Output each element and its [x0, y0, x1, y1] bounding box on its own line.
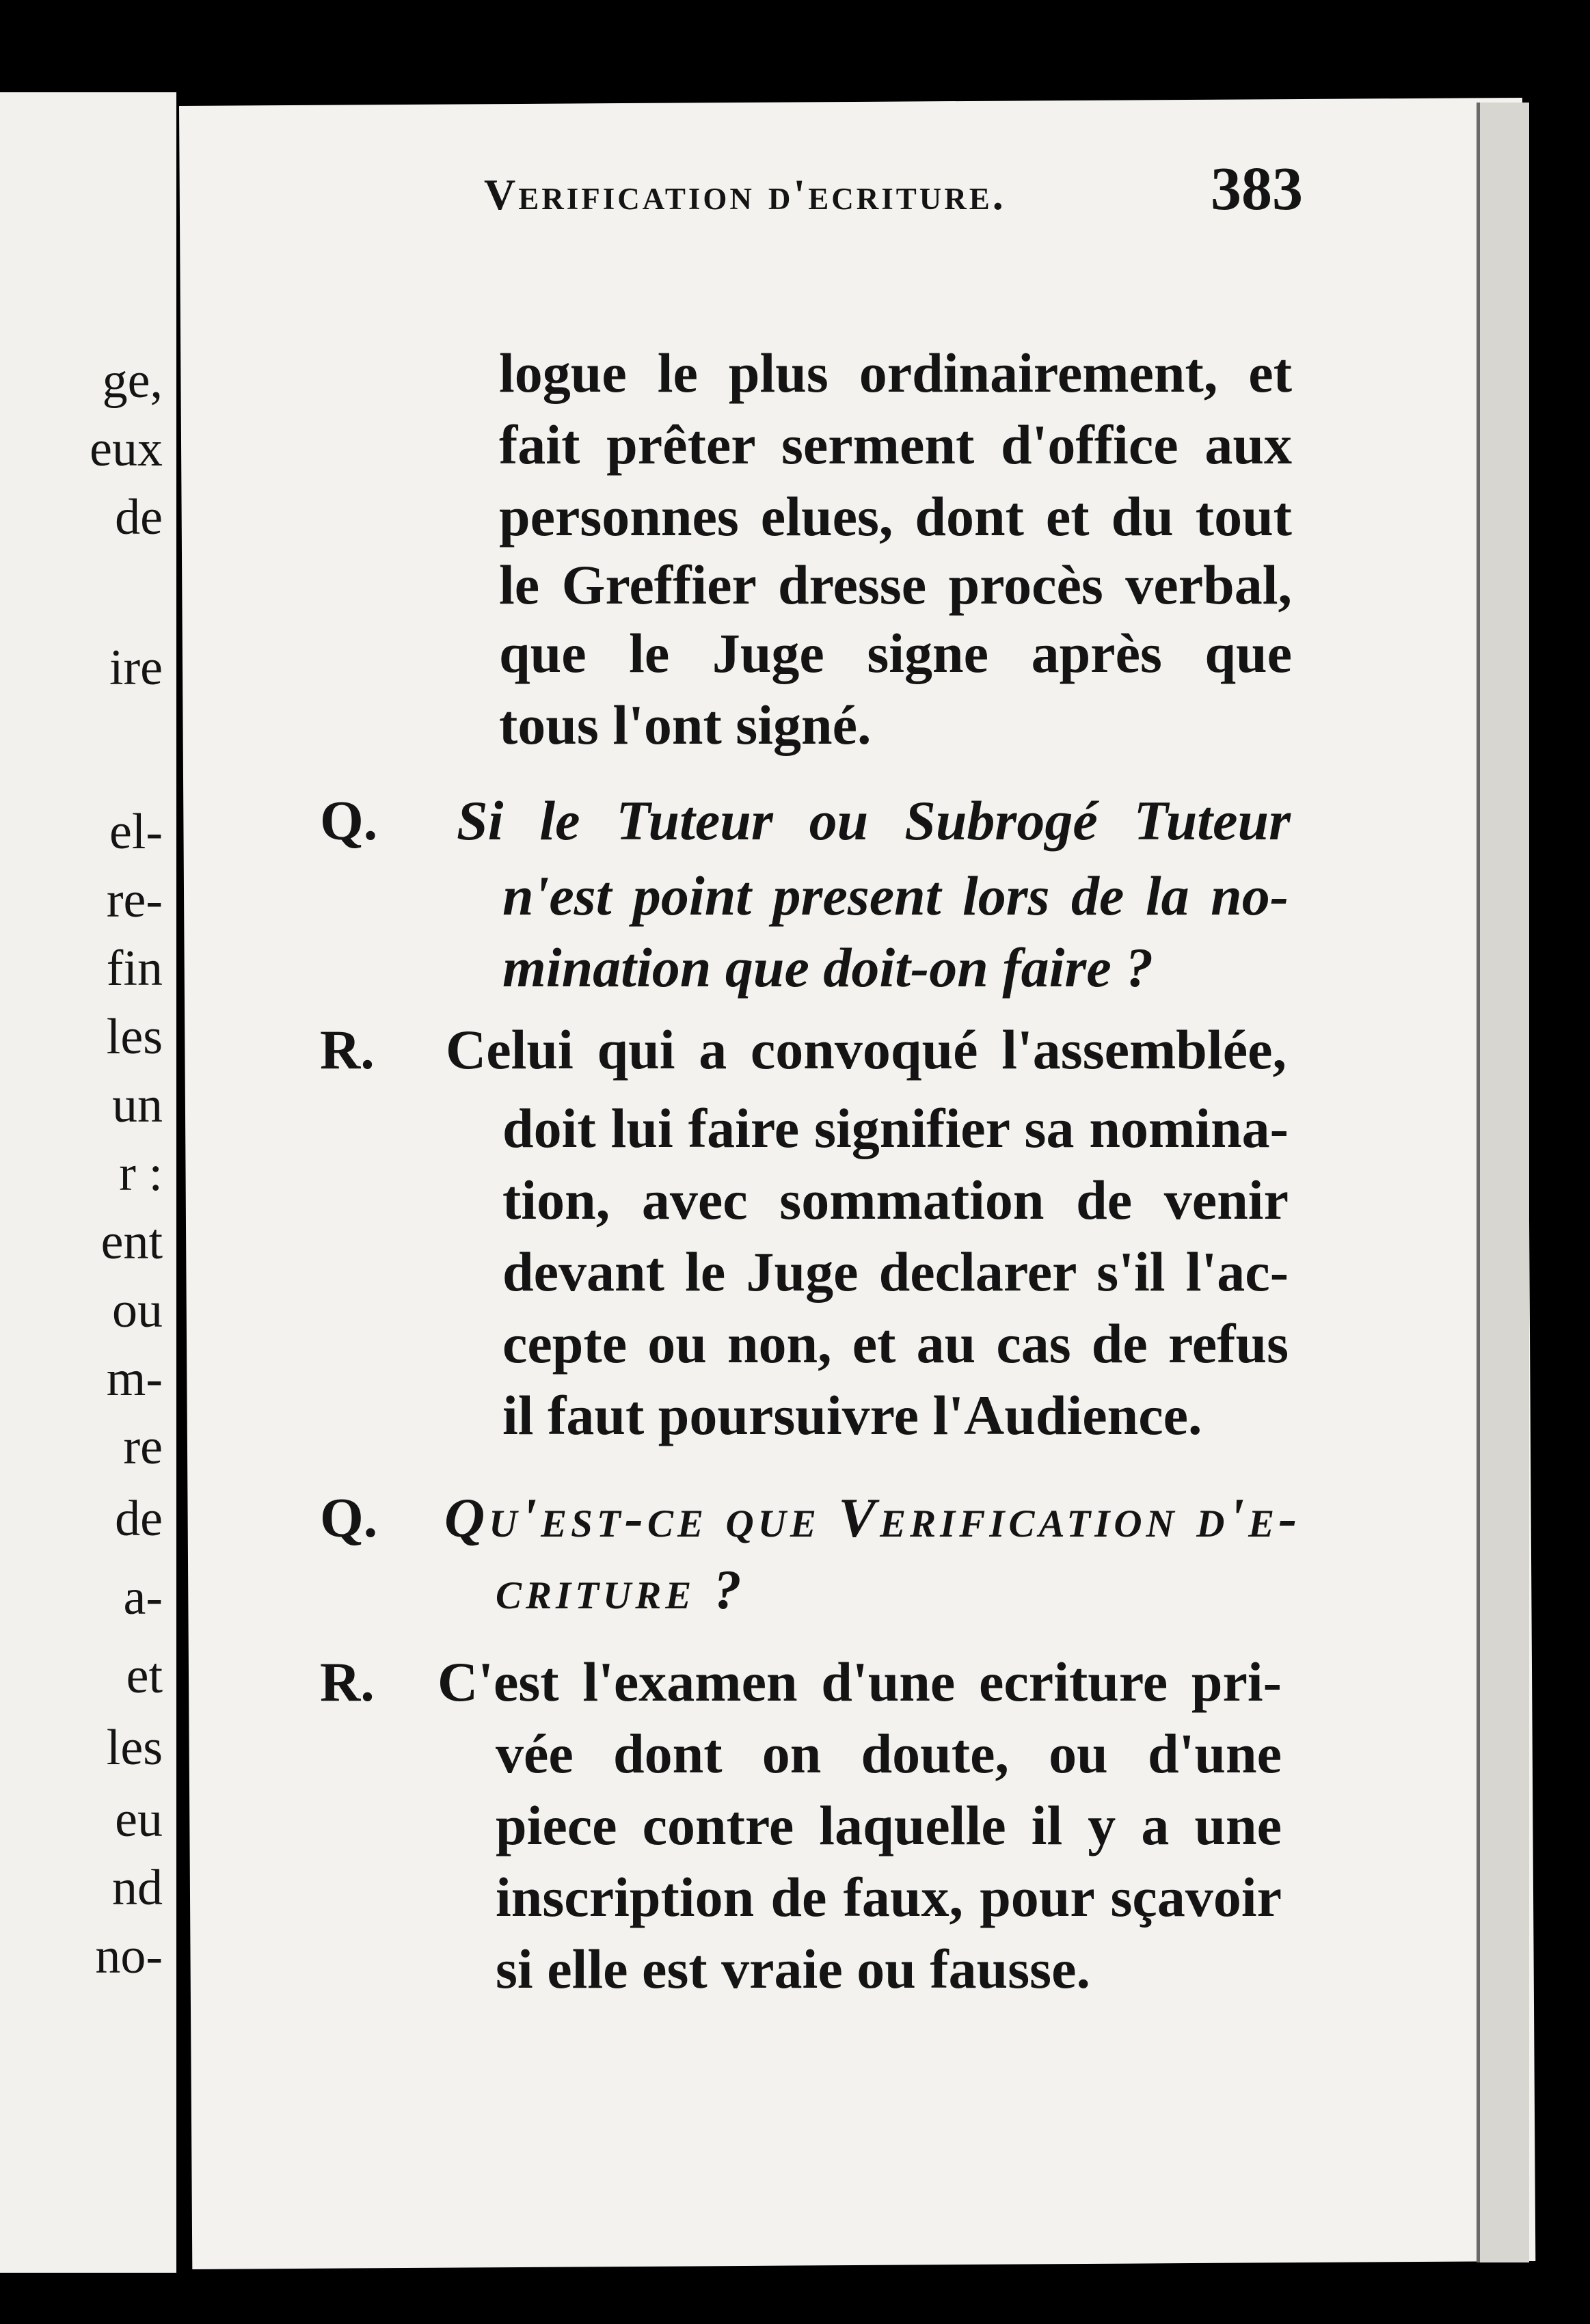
- answer-line: vée dont on doute, ou d'une: [496, 1722, 1282, 1785]
- page-edge: [1477, 103, 1529, 2262]
- facing-page-fragment: ge,: [102, 353, 163, 409]
- facing-page-fragment: el-: [109, 804, 163, 860]
- answer-line: il faut poursuivre l'Audience.: [502, 1384, 1202, 1446]
- facing-page-fragment: eux: [90, 421, 163, 477]
- answer-line: piece contre laquelle il y a une: [496, 1794, 1282, 1856]
- body-line: tous l'ont signé.: [499, 694, 872, 756]
- facing-page-fragment: ou: [112, 1282, 163, 1338]
- facing-page-fragment: de: [115, 489, 163, 545]
- answer-line: cepte ou non, et au cas de refus: [502, 1312, 1289, 1375]
- answer-line: doit lui faire signifier sa nomina-: [502, 1097, 1289, 1159]
- facing-page-fragment: les: [106, 1009, 163, 1065]
- question-line: mination que doit-on faire ?: [502, 936, 1154, 999]
- facing-page-fragment: les: [106, 1720, 163, 1776]
- body-line: le Greffier dresse procès verbal,: [499, 554, 1292, 616]
- answer-line: Celui qui a convoqué l'assemblée,: [446, 1018, 1286, 1081]
- facing-page-fragment: un: [112, 1077, 163, 1133]
- question-line: Si le Tuteur ou Subrogé Tuteur: [457, 789, 1291, 852]
- body-line: logue le plus ordinairement, et: [499, 342, 1292, 404]
- question-line: criture ?: [496, 1558, 746, 1621]
- facing-page-fragment: ent: [100, 1214, 163, 1270]
- question-line: n'est point present lors de la no-: [502, 865, 1289, 927]
- facing-page-fragment: m-: [106, 1351, 163, 1407]
- question-label: Q.: [320, 1487, 378, 1549]
- facing-page-fragment: re-: [106, 872, 163, 928]
- page-number: 383: [1211, 155, 1303, 223]
- question-label: Q.: [320, 789, 378, 852]
- facing-page-fragment: eu: [115, 1792, 163, 1848]
- facing-page-fragment: fin: [106, 941, 163, 997]
- question-line: Qu'est-ce que Verification d'e-: [444, 1487, 1302, 1549]
- facing-page-fragment: no-: [95, 1928, 163, 1984]
- answer-line: si elle est vraie ou fausse.: [496, 1938, 1090, 2000]
- facing-page-fragment: de: [115, 1491, 163, 1547]
- body-line: fait prêter serment d'office aux: [499, 414, 1292, 476]
- facing-page-fragment: a-: [123, 1569, 163, 1625]
- facing-page-fragment: et: [126, 1648, 163, 1704]
- answer-line: devant le Juge declarer s'il l'ac-: [502, 1241, 1289, 1303]
- body-line: que le Juge signe après que: [499, 622, 1292, 684]
- facing-page-fragment: r :: [119, 1146, 163, 1202]
- facing-page-edge: [0, 92, 176, 2273]
- running-title: Verification d'ecriture.: [484, 170, 1006, 219]
- answer-line: inscription de faux, pour sçavoir: [496, 1866, 1282, 1928]
- facing-page-fragment: re: [123, 1419, 163, 1475]
- answer-line: tion, avec sommation de venir: [502, 1169, 1289, 1231]
- facing-page-fragment: nd: [112, 1860, 163, 1916]
- facing-page-fragment: ire: [109, 640, 163, 696]
- answer-line: C'est l'examen d'une ecriture pri-: [437, 1651, 1282, 1713]
- answer-label: R.: [320, 1651, 375, 1713]
- body-line: personnes elues, dont et du tout: [499, 485, 1292, 548]
- running-header: [484, 154, 1303, 236]
- answer-label: R.: [320, 1018, 375, 1081]
